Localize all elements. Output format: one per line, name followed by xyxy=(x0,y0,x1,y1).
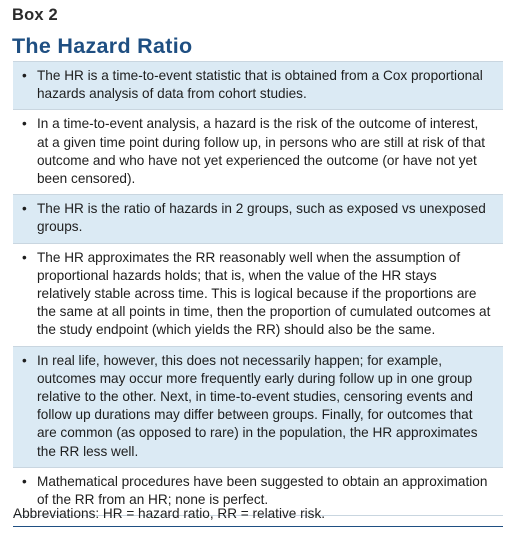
bullet-icon: • xyxy=(22,201,27,217)
bullet-icon: • xyxy=(22,116,27,132)
bullet-icon: • xyxy=(22,352,27,368)
bullet-list xyxy=(13,61,503,516)
list-item xyxy=(13,243,503,346)
footer-divider xyxy=(13,526,503,527)
list-item-text: In real life, however, this does not necessarily happen; for example, outcomes may occur more frequently early during follow up in one group relative to the other. Next, in time-to-event studies, censoring events and follow up durations may differ between groups. Finally, for outcomes that are common (as opposed to rare) in the population, the HR approximates the RR less well. xyxy=(37,352,478,459)
abbreviations-footnote: Abbreviations: HR = hazard ratio, RR = relative risk. xyxy=(13,506,326,521)
box-label: Box 2 xyxy=(12,6,58,24)
bullet-icon: • xyxy=(22,249,27,265)
list-item xyxy=(13,61,503,109)
list-item xyxy=(13,194,503,242)
list-item-text: Mathematical procedures have been suggested to obtain an approximation of the RR from an HR; none is perfect. xyxy=(37,473,488,508)
bullet-icon: • xyxy=(22,68,27,83)
list-item-text: The HR is the ratio of hazards in 2 groups, such as exposed vs unexposed groups. xyxy=(37,201,486,235)
bullet-icon: • xyxy=(22,473,27,489)
list-item-text: The HR approximates the RR reasonably well when the assumption of proportional hazards holds; that is, when the value of the HR stays relatively stable across time. This is logical because if the proportions are the same at all points in time, then the proportion of cumulated outcomes at the study endpoint (which yields the RR) should also be the same. xyxy=(37,249,491,338)
list-item xyxy=(13,346,503,467)
list-item-text: The HR is a time-to-event statistic that is obtained from a Cox proportional hazards analysis of data from cohort studies. xyxy=(37,68,483,102)
box-title: The Hazard Ratio xyxy=(12,34,193,58)
list-item-text: In a time-to-event analysis, a hazard is the risk of the outcome of interest, at a given time point during follow up, in persons who are still at risk of that outcome and who have not yet experienced the outcome (or have not yet been censored). xyxy=(37,116,486,187)
list-item xyxy=(13,109,503,194)
